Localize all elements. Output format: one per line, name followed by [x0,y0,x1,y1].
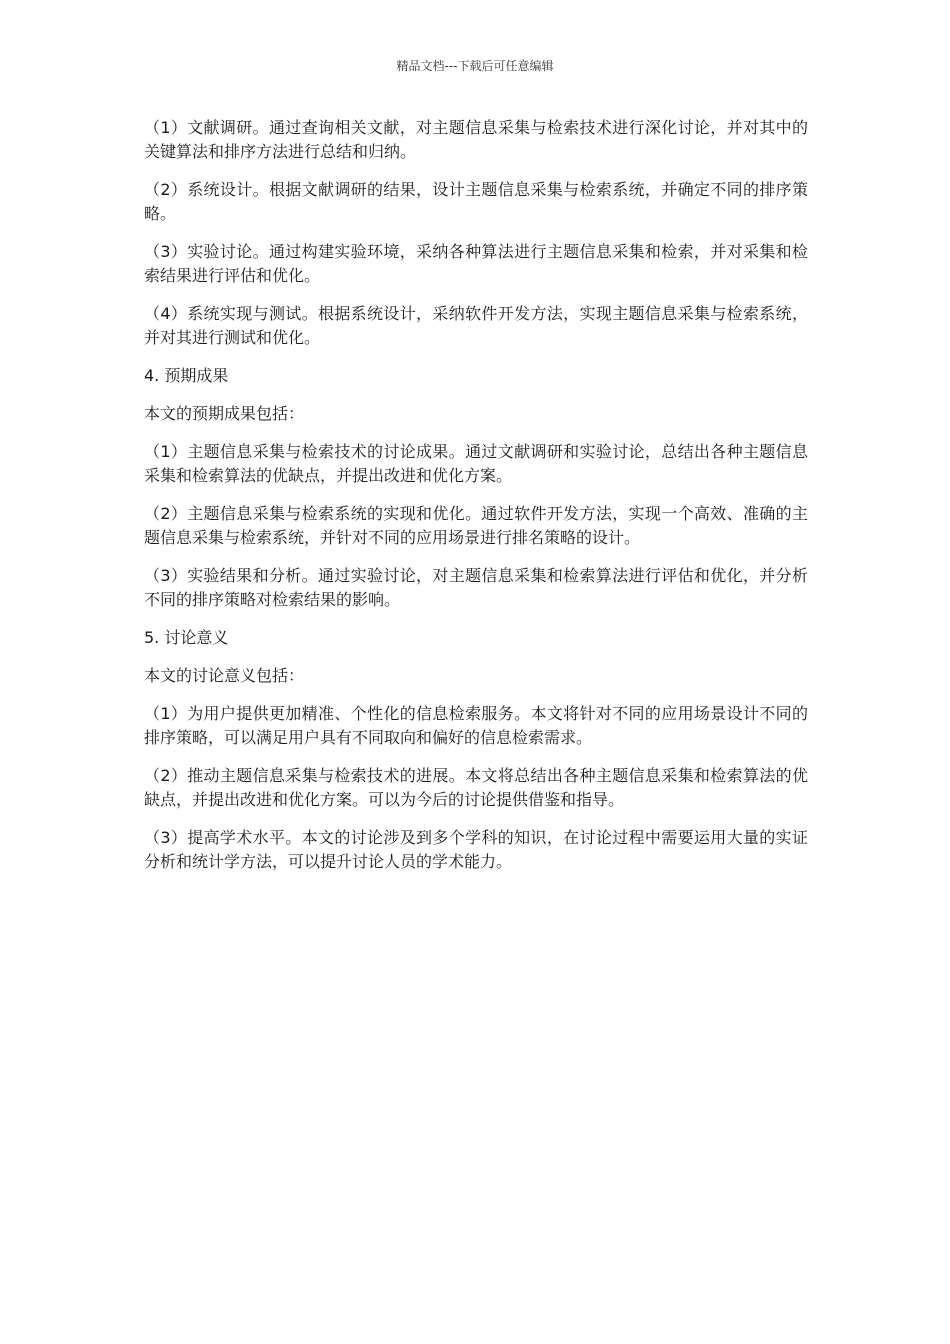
document-body [144,116,808,888]
paragraph-method-2: （2）系统设计。根据文献调研的结果，设计主题信息采集与检索系统，并确定不同的排序策略。 [144,180,808,223]
paragraph-significance-intro: 本文的讨论意义包括： [144,666,305,685]
paragraph-result-3: （3）实验结果和分析。通过实验讨论，对主题信息采集和检索算法进行评估和优化，并分析不同的排序策略对检索结果的影响。 [144,566,808,609]
page-header: 精品文档---下载后可任意编辑 [396,59,554,73]
paragraph-results-intro: 本文的预期成果包括： [144,404,305,423]
section-heading-expected-results: 4. 预期成果 [144,366,229,385]
paragraph-result-1: （1）主题信息采集与检索技术的讨论成果。通过文献调研和实验讨论，总结出各种主题信息采集和检索算法的优缺点，并提出改进和优化方案。 [144,442,808,485]
paragraph-method-3: （3）实验讨论。通过构建实验环境，采纳各种算法进行主题信息采集和检索，并对采集和检索结果进行评估和优化。 [144,242,808,285]
paragraph-significance-3: （3）提高学术水平。本文的讨论涉及到多个学科的知识，在讨论过程中需要运用大量的实证分析和统计学方法，可以提升讨论人员的学术能力。 [144,828,808,871]
paragraph-method-1: （1）文献调研。通过查询相关文献，对主题信息采集与检索技术进行深化讨论，并对其中的关键算法和排序方法进行总结和归纳。 [144,118,808,161]
paragraph-result-2: （2）主题信息采集与检索系统的实现和优化。通过软件开发方法，实现一个高效、准确的主题信息采集与检索系统，并针对不同的应用场景进行排名策略的设计。 [144,504,808,547]
section-heading-significance: 5. 讨论意义 [144,628,229,647]
paragraph-significance-2: （2）推动主题信息采集与检索技术的进展。本文将总结出各种主题信息采集和检索算法的优缺点，并提出改进和优化方案。可以为今后的讨论提供借鉴和指导。 [144,766,808,809]
paragraph-significance-1: （1）为用户提供更加精准、个性化的信息检索服务。本文将针对不同的应用场景设计不同的排序策略，可以满足用户具有不同取向和偏好的信息检索需求。 [144,704,808,747]
paragraph-method-4: （4）系统实现与测试。根据系统设计，采纳软件开发方法，实现主题信息采集与检索系统，并对其进行测试和优化。 [144,304,808,347]
